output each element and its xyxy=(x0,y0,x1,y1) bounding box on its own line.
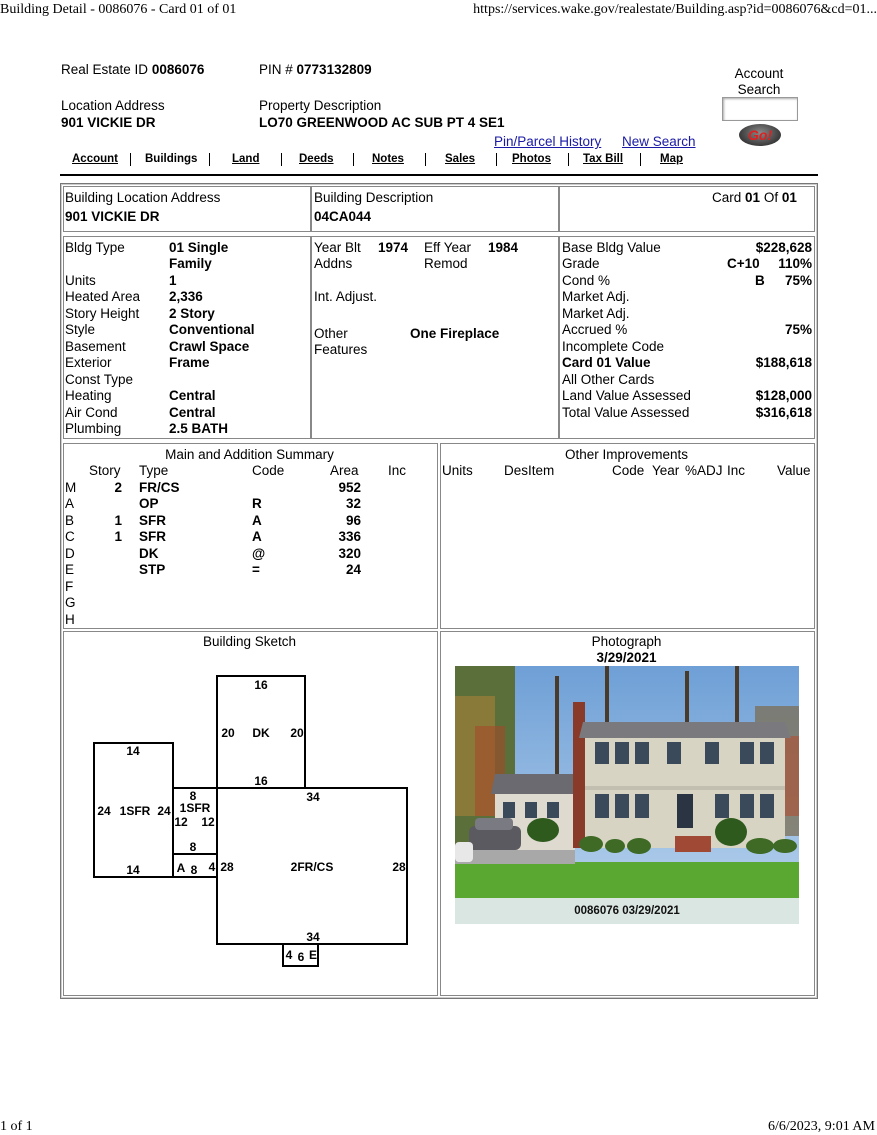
go-button[interactable] xyxy=(739,124,781,146)
sketch-label: 16 xyxy=(254,774,268,788)
sketch-label: 4 xyxy=(285,948,293,962)
summary-row-code: A xyxy=(252,512,262,528)
sketch-label: 24 xyxy=(97,804,111,818)
year-built-label: Year Blt xyxy=(314,240,361,255)
sketch-label: 16 xyxy=(254,678,268,692)
photograph-title: Photograph xyxy=(591,634,662,649)
cond-percent: 75% xyxy=(784,273,812,288)
summary-row-letter: M xyxy=(65,480,77,495)
oi-header-units: Units xyxy=(442,463,473,478)
exterior-label: Exterior xyxy=(65,355,112,370)
heating-value: Central xyxy=(169,388,216,403)
bldg-type-value: 01 Single xyxy=(169,240,229,255)
print-page-count: 1 of 1 xyxy=(0,1119,33,1134)
sketch-label: 12 xyxy=(174,815,188,829)
summary-row-letter: G xyxy=(65,595,76,611)
accrued-value: 75% xyxy=(784,322,812,337)
oi-header-code: Code xyxy=(612,463,645,478)
sketch-label: 8 xyxy=(190,863,198,877)
units-label: Units xyxy=(65,273,96,288)
nav-notes[interactable]: Notes xyxy=(372,153,404,165)
card-of-label: Of xyxy=(763,190,779,205)
basement-value: Crawl Space xyxy=(169,339,250,354)
summary-row-story: 1 xyxy=(114,512,122,528)
go-button-label: Go! xyxy=(747,127,773,143)
sketch-label: A xyxy=(176,861,186,875)
summary-row-code: R xyxy=(252,496,262,512)
summary-row-letter: E xyxy=(65,562,75,578)
real-estate-id-row xyxy=(61,62,204,77)
basement-label: Basement xyxy=(65,339,126,354)
summary-row-type: FR/CS xyxy=(139,480,180,495)
oi-header-inc: Inc xyxy=(727,463,746,478)
const-type-label: Const Type xyxy=(65,372,134,387)
sketch-label: 2FR/CS xyxy=(290,860,334,874)
summary-row-letter: H xyxy=(65,611,75,627)
nav-separator xyxy=(425,153,426,166)
sketch-label: 14 xyxy=(126,744,140,758)
pin-value: 0773132809 xyxy=(296,62,372,77)
heated-area-label: Heated Area xyxy=(65,289,141,304)
features-label: Features xyxy=(314,342,368,357)
year-built-value: 1974 xyxy=(378,240,409,255)
nav-photos[interactable]: Photos xyxy=(512,153,551,165)
pin-label: PIN # xyxy=(259,62,293,77)
grade-percent: 110% xyxy=(778,256,812,271)
summary-row-area: 336 xyxy=(338,529,361,545)
summary-row-code: = xyxy=(252,562,260,578)
summary-row-letter: B xyxy=(65,512,75,528)
summary-row-area: 32 xyxy=(345,496,361,512)
photograph-date: 3/29/2021 xyxy=(596,650,657,665)
sketch-label: 12 xyxy=(201,815,215,829)
base-bldg-value: $228,628 xyxy=(755,240,812,255)
bldg-type-value-2: Family xyxy=(169,256,212,271)
card-value: $188,618 xyxy=(755,355,812,370)
property-desc-label: Property Description xyxy=(259,98,382,113)
total-value-label: Total Value Assessed xyxy=(562,405,690,420)
sketch-label: 24 xyxy=(157,804,171,818)
summary-row-type: OP xyxy=(139,496,159,512)
col-header-story: Story xyxy=(89,463,121,478)
building-description-value: 04CA044 xyxy=(314,209,372,224)
print-date: 6/6/2023, 9:01 AM xyxy=(768,1119,875,1134)
pin-row xyxy=(259,62,372,77)
account-search-label: Account Search xyxy=(734,66,784,97)
col-header-area: Area xyxy=(330,463,359,478)
nav-land[interactable]: Land xyxy=(232,153,260,165)
land-value: $128,000 xyxy=(755,388,812,403)
new-search-link[interactable]: New Search xyxy=(622,134,696,149)
nav-account[interactable]: Account xyxy=(72,153,118,165)
card-value-label: Card 01 Value xyxy=(562,355,651,370)
sketch-label: 1SFR xyxy=(119,804,151,818)
sketch-label: 1SFR xyxy=(179,801,211,815)
print-page-title: Building Detail - 0086076 - Card 01 of 01 xyxy=(0,2,237,17)
sketch-label: DK xyxy=(252,726,270,740)
card-indicator xyxy=(712,190,797,206)
nav-separator xyxy=(568,153,569,166)
account-search-input[interactable] xyxy=(722,97,798,121)
property-desc-value: LO70 GREENWOOD AC SUB PT 4 SE1 xyxy=(259,115,505,130)
sketch-label: 14 xyxy=(126,863,140,877)
accrued-label: Accrued % xyxy=(562,322,628,337)
story-height-value: 2 Story xyxy=(169,306,215,321)
exterior-value: Frame xyxy=(169,355,210,370)
summary-row-area: 320 xyxy=(338,545,361,561)
nav-separator xyxy=(640,153,641,166)
eff-year-label: Eff Year xyxy=(424,240,472,255)
addns-label: Addns xyxy=(314,256,353,271)
summary-row-letter: A xyxy=(65,496,75,512)
sketch-label: 8 xyxy=(189,789,197,803)
nav-tax-bill[interactable]: Tax Bill xyxy=(583,153,624,165)
summary-row-type: DK xyxy=(139,545,159,561)
real-estate-id-label: Real Estate ID xyxy=(61,62,149,77)
card-label: Card xyxy=(712,190,742,205)
summary-row-area: 24 xyxy=(345,562,361,578)
style-label: Style xyxy=(65,322,96,337)
summary-row-type: SFR xyxy=(139,529,166,545)
sketch-label: 34 xyxy=(306,790,320,804)
location-label: Location Address xyxy=(61,98,165,113)
building-location-value: 901 VICKIE DR xyxy=(65,209,160,224)
summary-row-letter: C xyxy=(65,529,75,545)
market-adj-label-2: Market Adj. xyxy=(562,306,630,321)
land-value-label: Land Value Assessed xyxy=(562,388,691,403)
base-bldg-value-label: Base Bldg Value xyxy=(562,240,661,255)
summary-row-area: 952 xyxy=(338,480,361,495)
nav-deeds[interactable]: Deeds xyxy=(299,153,334,165)
cond-label: Cond % xyxy=(562,273,611,288)
summary-row-letter: F xyxy=(65,578,74,594)
house-photo xyxy=(455,666,799,924)
oi-header-desitem: DesItem xyxy=(504,463,555,478)
other-features-value: One Fireplace xyxy=(410,326,500,341)
heating-label: Heating xyxy=(65,388,112,403)
summary-row-code: @ xyxy=(252,545,266,561)
bldg-type-label: Bldg Type xyxy=(65,240,125,255)
plumbing-label: Plumbing xyxy=(65,421,122,436)
sketch-label: E xyxy=(308,948,318,962)
sketch-label: 34 xyxy=(306,930,320,944)
building-sketch-title: Building Sketch xyxy=(202,634,297,649)
style-value: Conventional xyxy=(169,322,255,337)
other-improvements-title: Other Improvements xyxy=(564,447,689,462)
summary-row-area: 96 xyxy=(345,512,361,528)
nav-buildings[interactable]: Buildings xyxy=(145,153,198,165)
oi-header-value: Value xyxy=(777,463,811,478)
addition-summary-title: Main and Addition Summary xyxy=(165,447,334,462)
int-adjust-label: Int. Adjust. xyxy=(314,289,378,304)
card-number: 01 xyxy=(745,190,761,205)
summary-row-type: SFR xyxy=(139,512,166,528)
story-height-label: Story Height xyxy=(65,306,140,321)
building-location-label: Building Location Address xyxy=(65,190,221,205)
cond-value: B xyxy=(755,273,765,288)
building-sketch xyxy=(63,660,436,980)
units-value: 1 xyxy=(169,273,177,288)
location-value: 901 VICKIE DR xyxy=(61,115,156,130)
oi-header-adj: %ADJ xyxy=(685,463,723,478)
col-header-code: Code xyxy=(252,463,285,478)
card-total: 01 xyxy=(781,190,797,205)
air-cond-label: Air Cond xyxy=(65,405,118,420)
summary-row-letter: D xyxy=(65,545,75,561)
oi-header-year: Year xyxy=(652,463,680,478)
nav-separator xyxy=(209,153,210,166)
sketch-label: 20 xyxy=(290,726,304,740)
sketch-label: 8 xyxy=(189,840,197,854)
sketch-label: 20 xyxy=(221,726,235,740)
air-cond-value: Central xyxy=(169,405,216,420)
sketch-label: 6 xyxy=(297,950,305,964)
real-estate-id: 0086076 xyxy=(151,62,205,77)
nav-map[interactable]: Map xyxy=(660,153,683,165)
plumbing-value: 2.5 BATH xyxy=(169,421,229,436)
market-adj-label: Market Adj. xyxy=(562,289,630,304)
total-value: $316,618 xyxy=(755,405,812,420)
other-label: Other xyxy=(314,326,348,341)
photo-caption: 0086076 03/29/2021 xyxy=(574,905,680,917)
building-description-label: Building Description xyxy=(314,190,434,205)
pin-history-link[interactable]: Pin/Parcel History xyxy=(494,134,602,149)
sketch-label: 4 xyxy=(208,860,216,874)
summary-row-story: 2 xyxy=(114,480,122,495)
grade-label: Grade xyxy=(562,256,600,271)
incomplete-code-label: Incomplete Code xyxy=(562,339,665,354)
nav-separator xyxy=(130,153,131,166)
all-other-cards-label: All Other Cards xyxy=(562,372,655,387)
nav-separator xyxy=(353,153,354,166)
summary-row-type: STP xyxy=(139,562,166,578)
nav-sales[interactable]: Sales xyxy=(445,153,476,165)
header-rule xyxy=(60,174,818,176)
summary-row-story: 1 xyxy=(114,529,122,545)
heated-area-value: 2,336 xyxy=(169,289,203,304)
grade-value: C+10 xyxy=(727,256,760,271)
sketch-label: 28 xyxy=(220,860,234,874)
sketch-label: 28 xyxy=(392,860,406,874)
summary-row-code: A xyxy=(252,529,262,545)
print-url: https://services.wake.gov/realestate/Building.asp?id=0086076&cd=01... xyxy=(473,2,877,17)
nav-separator xyxy=(496,153,497,166)
remod-label: Remod xyxy=(424,256,468,271)
col-header-inc: Inc xyxy=(388,463,407,478)
nav-separator xyxy=(281,153,282,166)
col-header-type: Type xyxy=(139,463,169,478)
eff-year-value: 1984 xyxy=(488,240,519,255)
